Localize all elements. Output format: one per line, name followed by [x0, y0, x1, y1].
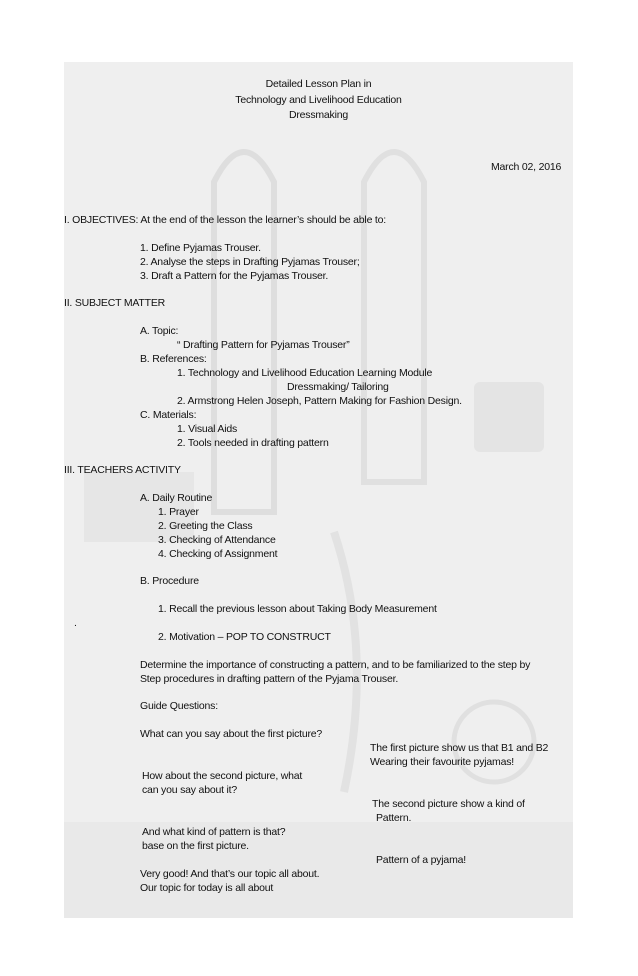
- topic-value: “ Drafting Pattern for Pyjamas Trouser”: [177, 339, 350, 351]
- faded-background-illustration: [64, 62, 573, 918]
- reference-item: 1. Technology and Livelihood Education Learning Module: [177, 367, 433, 379]
- routine-item: 4. Checking of Assignment: [158, 548, 278, 560]
- procedure-label: B. Procedure: [140, 575, 199, 587]
- material-item: 1. Visual Aids: [177, 423, 238, 435]
- guide-question: base on the first picture.: [142, 840, 249, 852]
- closing-line: Very good! And that’s our topic all about.: [140, 868, 320, 880]
- reference-item-continued: Dressmaking/ Tailoring: [287, 381, 389, 393]
- objective-item: 2. Analyse the steps in Drafting Pyjamas Trouser;: [140, 256, 360, 268]
- teachers-activity-heading: III. TEACHERS ACTIVITY: [64, 464, 181, 476]
- routine-item: 1. Prayer: [158, 506, 199, 518]
- doc-topic: Dressmaking: [288, 109, 349, 121]
- guide-question: What can you say about the first picture?: [140, 728, 323, 740]
- guide-question: can you say about it?: [142, 784, 238, 796]
- procedure-step: 2. Motivation – POP TO CONSTRUCT: [158, 631, 331, 643]
- student-answer: The second picture show a kind of: [372, 798, 525, 810]
- reference-item: 2. Armstrong Helen Joseph, Pattern Making for Fashion Design.: [177, 395, 462, 407]
- doc-subject: Technology and Livelihood Education: [235, 94, 402, 106]
- objective-item: 3. Draft a Pattern for the Pyjamas Trouser.: [140, 270, 329, 282]
- procedure-paragraph-line: Determine the importance of constructing a pattern, and to be familiarized to the step by: [140, 659, 531, 671]
- daily-routine-label: A. Daily Routine: [140, 492, 213, 504]
- doc-title: Detailed Lesson Plan in: [265, 78, 372, 90]
- closing-line: Our topic for today is all about: [140, 882, 274, 894]
- topic-label: A. Topic:: [140, 325, 179, 337]
- materials-label: C. Materials:: [140, 409, 197, 421]
- student-answer: Pattern.: [376, 812, 412, 824]
- guide-question: How about the second picture, what: [142, 770, 303, 782]
- lesson-date: March 02, 2016: [491, 161, 562, 173]
- routine-item: 2. Greeting the Class: [158, 520, 253, 532]
- student-answer: Pattern of a pyjama!: [376, 854, 466, 866]
- routine-item: 3. Checking of Attendance: [158, 534, 276, 546]
- lesson-plan-sheet: [64, 62, 573, 918]
- stray-mark: .: [74, 617, 77, 629]
- material-item: 2. Tools needed in drafting pattern: [177, 437, 329, 449]
- objective-item: 1. Define Pyjamas Trouser.: [140, 242, 261, 254]
- student-answer: Wearing their favourite pyjamas!: [370, 756, 514, 768]
- guide-question: And what kind of pattern is that?: [142, 826, 286, 838]
- procedure-step: 1. Recall the previous lesson about Taking Body Measurement: [158, 603, 437, 615]
- subject-matter-heading: II. SUBJECT MATTER: [64, 297, 166, 309]
- procedure-paragraph-line: Step procedures in drafting pattern of the Pyjama Trouser.: [140, 673, 399, 685]
- references-label: B. References:: [140, 353, 207, 365]
- student-answer: The first picture show us that B1 and B2: [370, 742, 549, 754]
- objectives-heading: I. OBJECTIVES: At the end of the lesson the learner’s should be able to:: [64, 214, 386, 226]
- guide-questions-label: Guide Questions:: [140, 700, 218, 712]
